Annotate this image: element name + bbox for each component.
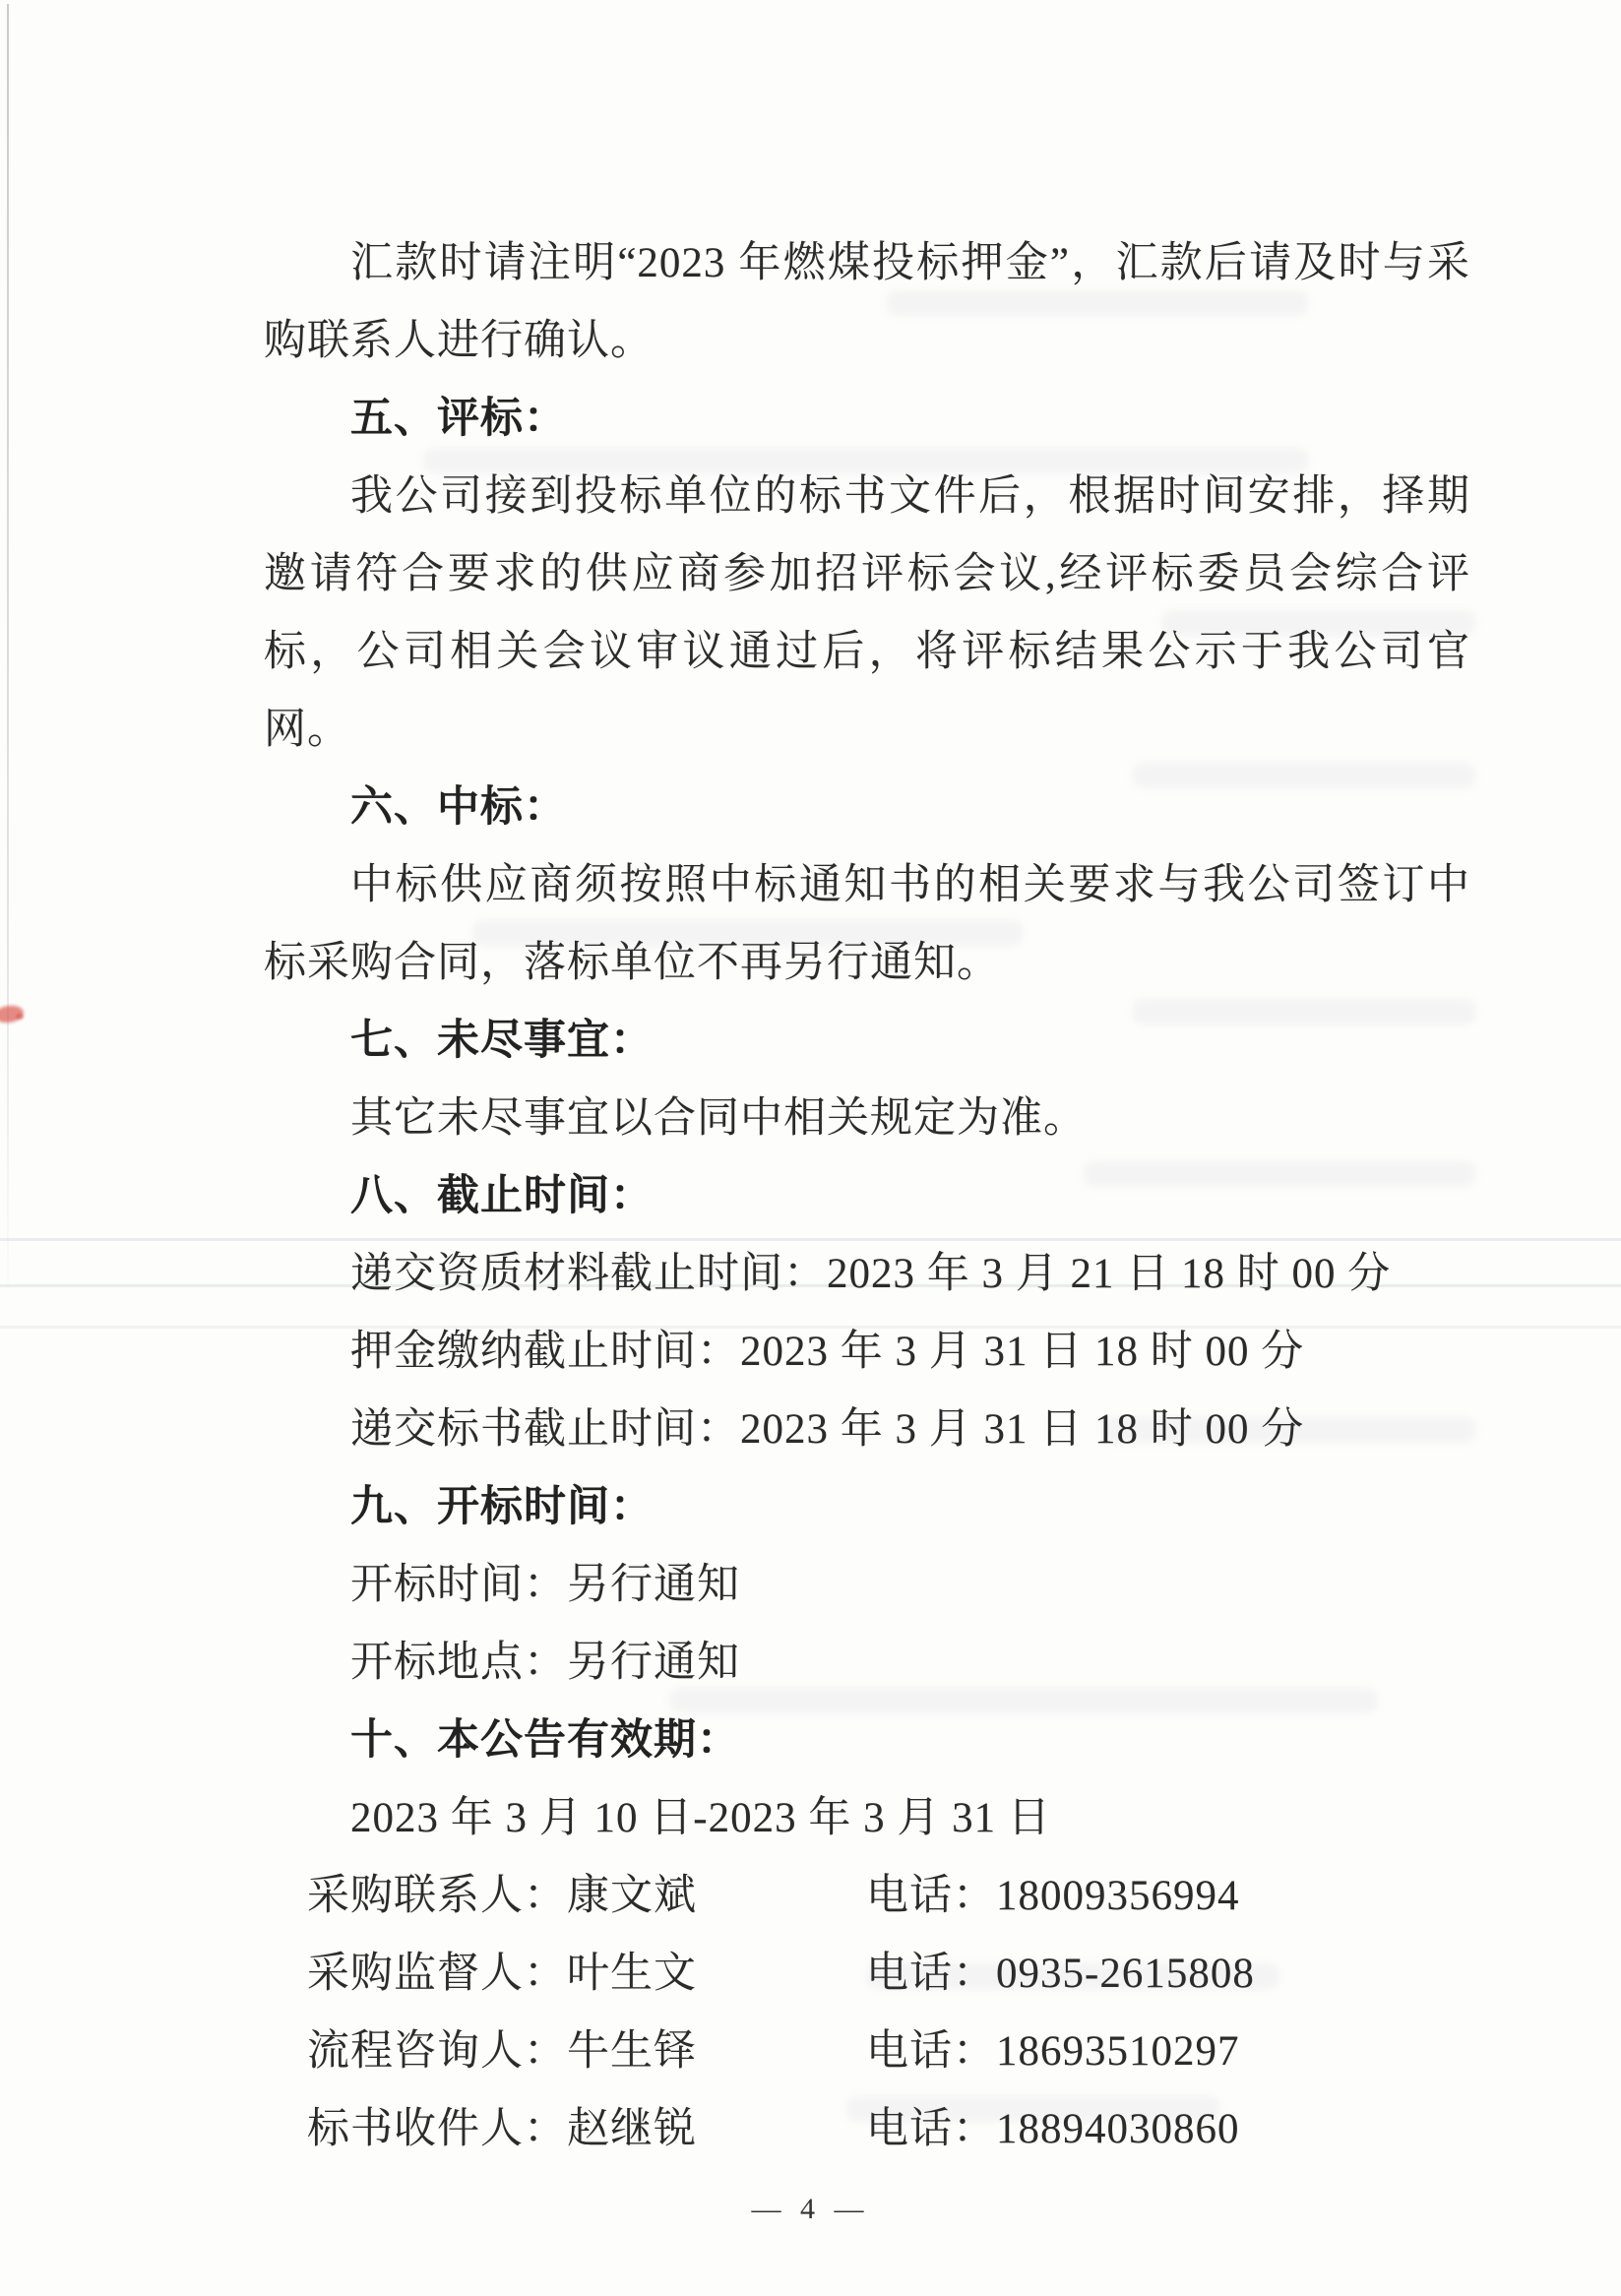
deadline-bid-submission: 递交标书截止时间：2023 年 3 月 31 日 18 时 00 分	[350, 1406, 1305, 1453]
contact-role-label: 标书收件人：	[307, 2106, 567, 2152]
section-heading-evaluation: 五、评标：	[350, 395, 567, 442]
scan-edge-line	[7, 4, 9, 1313]
paragraph-remittance-note: 汇款时请注明“2023 年燃煤投标押金”，汇款后请及时与采购联系人进行确认。	[264, 240, 1470, 364]
contact-name	[307, 1873, 697, 1919]
section-heading-validity-period: 十、本公告有效期：	[350, 1716, 740, 1764]
validity-period-dates: 2023 年 3 月 10 日-2023 年 3 月 31 日	[350, 1795, 1051, 1841]
phone-label: 电话：	[866, 1873, 996, 1919]
contact-person-name: 康文斌	[567, 1873, 697, 1919]
contact-role-label: 采购联系人：	[307, 1873, 567, 1919]
deadline-qualification-materials: 递交资质材料截止时间：2023 年 3 月 21 日 18 时 00 分	[350, 1251, 1392, 1297]
section-heading-bid-opening: 九、开标时间：	[350, 1483, 654, 1530]
page-number: — 4 —	[751, 2193, 870, 2225]
phone-label: 电话：	[866, 2106, 996, 2152]
contact-row-purchase-contact	[264, 1857, 1470, 1935]
contact-role-label: 采购监督人：	[307, 1951, 567, 1997]
red-ink-dot	[16, 1014, 24, 1020]
section-body-evaluation: 我公司接到投标单位的标书文件后，根据时间安排，择期邀请符合要求的供应商参加招评标会议,经评标委员会综合评标，公司相关会议审议通过后，将评标结果公示于我公司官网。	[264, 473, 1470, 753]
contact-phone	[866, 1935, 1255, 2013]
contact-row-purchase-supervisor	[264, 1935, 1470, 2013]
bid-opening-location: 开标地点：另行通知	[350, 1640, 740, 1686]
contact-person-name: 叶生文	[567, 1951, 697, 1997]
phone-number: 18009356994	[996, 1873, 1240, 1919]
bid-opening-time: 开标时间：另行通知	[350, 1562, 740, 1608]
contact-person-name: 牛生铎	[567, 2028, 697, 2075]
contact-name	[307, 2028, 697, 2075]
phone-number: 0935-2615808	[996, 1951, 1255, 1997]
contact-row-process-consultant	[264, 2013, 1470, 2090]
phone-label: 电话：	[866, 1951, 996, 1997]
section-body-award: 中标供应商须按照中标通知书的相关要求与我公司签订中标采购合同，落标单位不再另行通知。	[264, 862, 1470, 986]
contact-role-label: 流程咨询人：	[307, 2028, 567, 2075]
section-heading-deadlines: 八、截止时间：	[350, 1172, 654, 1219]
phone-label: 电话：	[866, 2028, 996, 2075]
contact-phone	[866, 2013, 1240, 2090]
phone-number: 18693510297	[996, 2028, 1240, 2075]
contact-phone	[866, 1857, 1240, 1935]
contact-row-bid-document-recipient	[264, 2090, 1470, 2168]
section-heading-miscellaneous: 七、未尽事宜：	[350, 1017, 654, 1064]
contact-name	[307, 1951, 697, 1997]
contact-phone	[866, 2090, 1240, 2168]
deadline-deposit-payment: 押金缴纳截止时间：2023 年 3 月 31 日 18 时 00 分	[350, 1329, 1305, 1375]
contact-person-name: 赵继锐	[567, 2106, 697, 2152]
section-body-miscellaneous: 其它未尽事宜以合同中相关规定为准。	[350, 1095, 1087, 1142]
contact-name	[307, 2106, 697, 2152]
document-content	[264, 224, 1470, 2168]
section-heading-award: 六、中标：	[350, 783, 567, 831]
phone-number: 18894030860	[996, 2106, 1240, 2152]
